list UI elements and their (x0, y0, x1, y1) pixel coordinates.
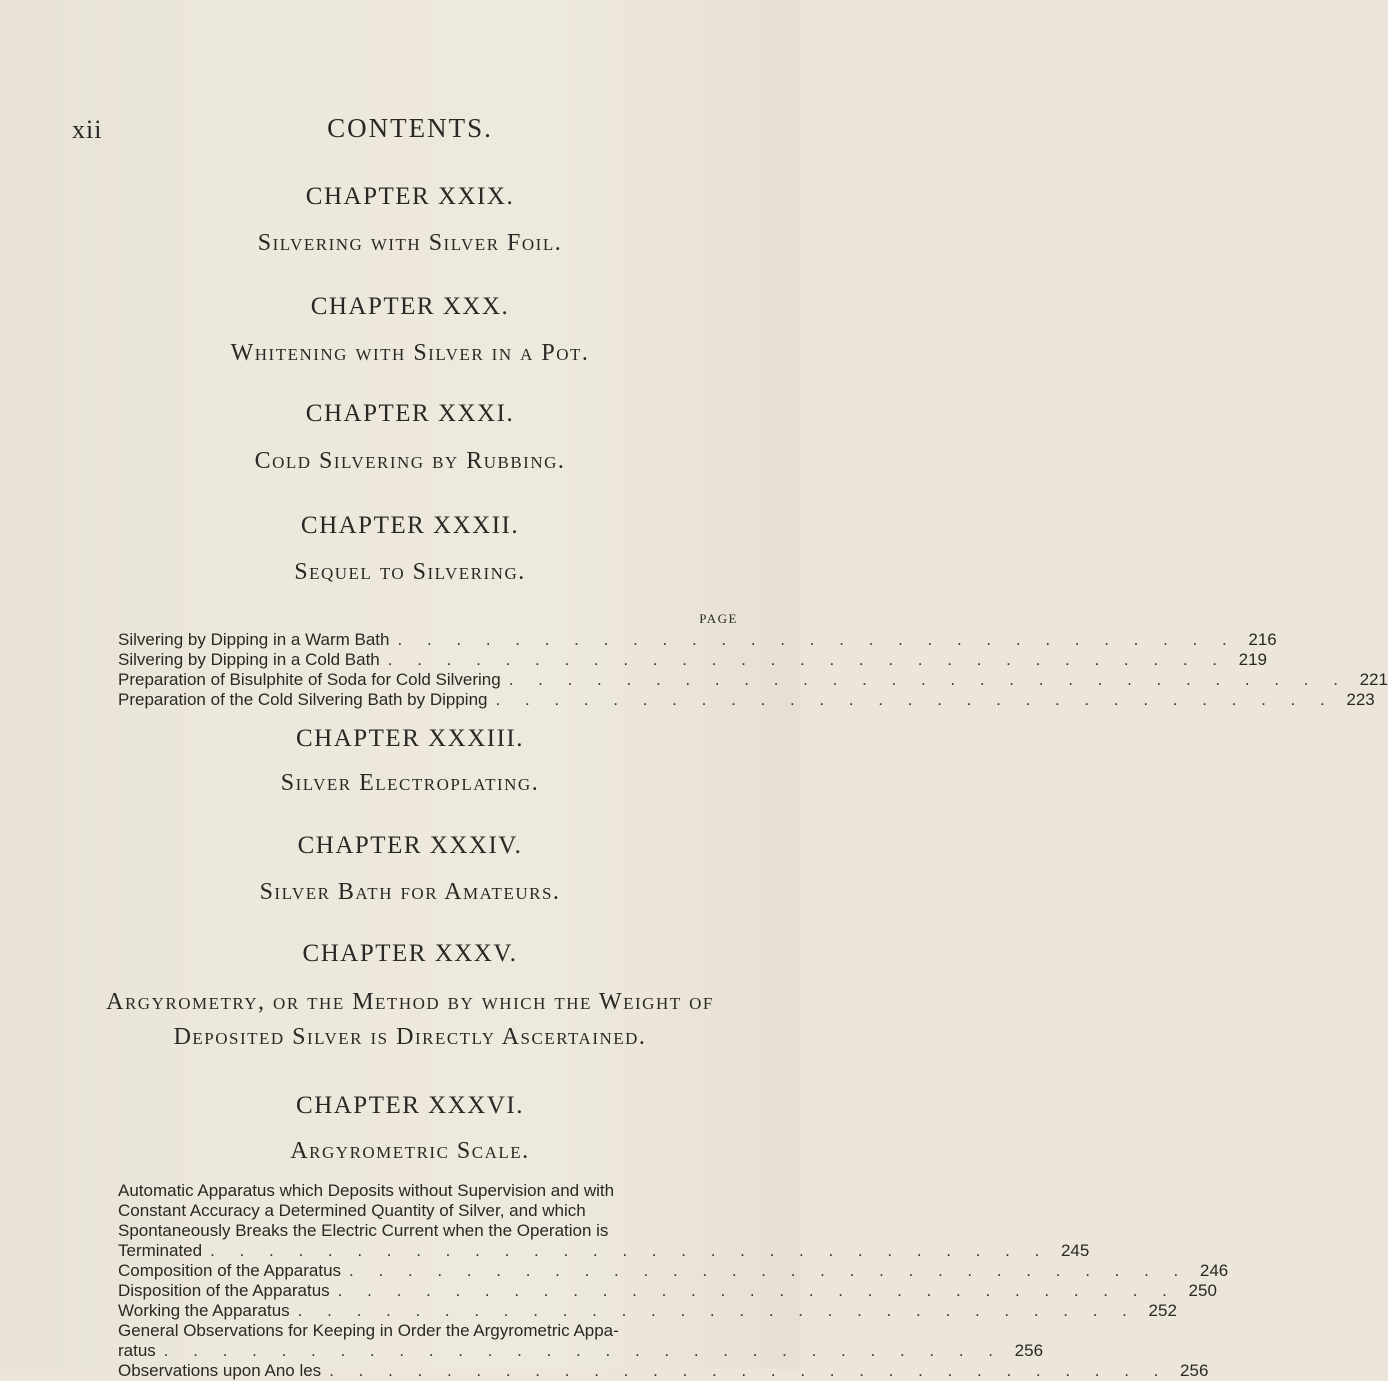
chapter-title: Cold Silvering by Rubbing. (254, 448, 566, 474)
chapter-title: Whitening with Silver in a Pot. (230, 340, 590, 366)
dot-leader: . . . . . . . . . . . . . . . . . . . . . . . . . . . . . (329, 1361, 1169, 1380)
entry-title-line: Terminated (118, 1241, 203, 1260)
contents-entry (118, 690, 1375, 710)
entry-page: 219 (1238, 650, 1267, 669)
chapter-heading: CHAPTER XXIX. (305, 183, 515, 210)
chapter-title: Argyrometric Scale. (290, 1138, 530, 1164)
entry-title-line: Automatic Apparatus which Deposits without Supervision and with (118, 1181, 615, 1200)
contents-entry (118, 1321, 1044, 1361)
entry-title: Observations upon Ano les (118, 1361, 322, 1380)
contents-entry (118, 1181, 1090, 1261)
chapter-heading: CHAPTER XXXIII. (295, 725, 525, 752)
dot-leader: . . . . . . . . . . . . . . . . . . . . . . . . . . . . . (297, 1301, 1137, 1320)
entry-page: 221 (1359, 670, 1388, 689)
page-column-label: PAGE (699, 611, 738, 626)
contents-entry (118, 1361, 1209, 1381)
dot-leader: . . . . . . . . . . . . . . . . . . . . . . . . . . . . . (397, 630, 1237, 649)
entry-page: 245 (1060, 1241, 1090, 1260)
entry-title: Composition of the Apparatus (118, 1261, 342, 1280)
entry-page: 246 (1199, 1261, 1229, 1280)
contents-entry (118, 670, 1388, 690)
running-head: CONTENTS. (327, 113, 493, 143)
entry-title-line: ratus (118, 1341, 156, 1360)
contents-list (118, 630, 1388, 710)
contents-entry (118, 650, 1267, 670)
entry-title-line: General Observations for Keeping in Order the Argyrometric Appa- (118, 1321, 619, 1340)
entry-page: 256 (1180, 1361, 1209, 1380)
entry-page: 250 (1188, 1281, 1217, 1300)
chapter-title: Sequel to Silvering. (294, 559, 526, 585)
dot-leader: . . . . . . . . . . . . . . . . . . . . . . . . . . . . . (349, 1261, 1189, 1280)
chapter-heading: CHAPTER XXXIV. (297, 832, 523, 859)
entry-title: Disposition of the Apparatus (118, 1281, 330, 1300)
contents-entry (118, 1261, 1229, 1281)
entry-page: 223 (1346, 690, 1375, 709)
entry-title: Silvering by Dipping in a Cold Bath (118, 650, 380, 669)
entry-page: 252 (1148, 1301, 1177, 1320)
chapter-heading: CHAPTER XXXVI. (296, 1092, 524, 1119)
entry-title: Preparation of Bisulphite of Soda for Cold Silvering (118, 670, 501, 689)
chapter-heading: CHAPTER XXXI. (305, 400, 515, 427)
entry-title: Silvering by Dipping in a Warm Bath (118, 630, 390, 649)
entry-title-line: Constant Accuracy a Determined Quantity of Silver, and which (118, 1201, 586, 1220)
chapter-heading: CHAPTER XXXV. (302, 940, 518, 967)
page-folio: xii (72, 115, 103, 144)
contents-entry (118, 630, 1277, 650)
contents-list (118, 1181, 1229, 1381)
dot-leader: . . . . . . . . . . . . . . . . . . . . . . . . . . . . . (495, 690, 1335, 709)
dot-leader: . . . . . . . . . . . . . . . . . . . . . . . . . . . . . (508, 670, 1348, 689)
chapter-heading: CHAPTER XXX. (310, 293, 510, 320)
dot-leader: . . . . . . . . . . . . . . . . . . . . . . . . . . . . . (210, 1241, 1050, 1260)
chapter-title-line: Deposited Silver is Directly Ascertained. (173, 1024, 647, 1050)
entry-page: 216 (1248, 630, 1277, 649)
entry-title: Working the Apparatus (118, 1301, 290, 1320)
contents-entry (118, 1301, 1177, 1321)
chapter-title: Silver Bath for Amateurs. (259, 879, 561, 905)
entry-title: Preparation of the Cold Silvering Bath by Dipping (118, 690, 488, 709)
dot-leader: . . . . . . . . . . . . . . . . . . . . . . . . . . . . . (387, 650, 1227, 669)
dot-leader: . . . . . . . . . . . . . . . . . . . . . . . . . . . . . (337, 1281, 1177, 1300)
chapter-title-line: Argyrometry, or the Method by which the Weight of (106, 989, 714, 1015)
contents-entry (118, 1281, 1217, 1301)
chapter-heading: CHAPTER XXXII. (300, 512, 520, 539)
chapter-title: Silvering with Silver Foil. (257, 230, 563, 256)
entry-page: 256 (1014, 1341, 1044, 1360)
dot-leader: . . . . . . . . . . . . . . . . . . . . . . . . . . . . . (163, 1341, 1004, 1360)
chapter-title: Silver Electroplating. (280, 770, 540, 796)
entry-title-line: Spontaneously Breaks the Electric Current when the Operation is (118, 1221, 609, 1240)
